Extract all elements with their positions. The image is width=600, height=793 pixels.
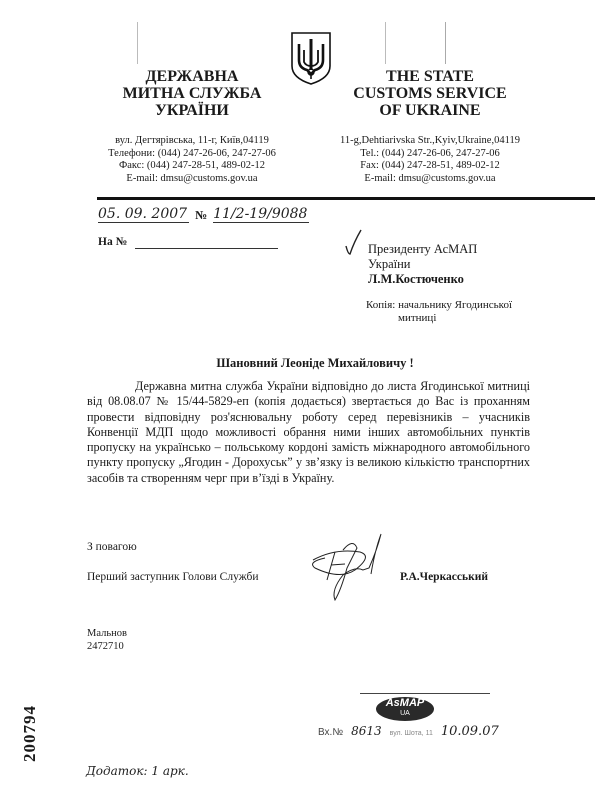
copy-to-line1: Копія: начальнику Ягодинської bbox=[366, 299, 513, 311]
letterhead-en bbox=[350, 68, 510, 119]
contacts-en bbox=[320, 135, 540, 185]
org-name-en-line3: OF UKRAINE bbox=[379, 102, 481, 119]
copy-to bbox=[366, 299, 512, 325]
outgoing-number: 11/2-19/9088 bbox=[213, 206, 308, 222]
org-name-ua-line2: МИТНА СЛУЖБА bbox=[122, 85, 262, 102]
letterhead-ua bbox=[112, 68, 272, 119]
phones-en: Tel.: (044) 247-26-06, 247-27-06 bbox=[360, 147, 500, 159]
email-en: E-mail: dmsu@customs.gov.ua bbox=[364, 172, 496, 184]
addressee-name: Л.М.Костюченко bbox=[368, 272, 464, 286]
incoming-date: 10.09.07 bbox=[440, 724, 499, 739]
executor-phone: 2472710 bbox=[87, 640, 124, 652]
signature-icon bbox=[305, 530, 385, 610]
addressee bbox=[368, 242, 477, 287]
fax-en: Fax: (044) 247-28-51, 489-02-12 bbox=[360, 160, 500, 171]
stamp-logo-text: AsMAP bbox=[385, 697, 425, 709]
signer-name: Р.А.Черкасський bbox=[400, 571, 488, 583]
scan-mark bbox=[137, 22, 138, 64]
number-sign: № bbox=[195, 208, 208, 222]
outgoing-date: 05. 09. 2007 bbox=[98, 206, 188, 222]
executor bbox=[87, 628, 127, 653]
address-ua: вул. Дегтярівська, 11-г, Київ,04119 bbox=[115, 135, 269, 146]
signer-position: Перший заступник Голови Служби bbox=[87, 571, 259, 583]
letterhead-divider bbox=[97, 197, 595, 200]
reply-to-label: На № bbox=[98, 236, 128, 248]
asmap-stamp-logo bbox=[376, 697, 434, 721]
address-en: 11-g,Dehtiarivska Str.,Kyiv,Ukraine,04119 bbox=[340, 135, 520, 146]
trident-coat-of-arms-icon bbox=[289, 30, 333, 86]
registration-row bbox=[98, 206, 309, 223]
attachment-note: Додаток: 1 арк. bbox=[86, 764, 189, 778]
addressee-line2: України bbox=[368, 257, 411, 271]
incoming-number: 8613 bbox=[351, 724, 382, 738]
org-name-en-line1: THE STATE bbox=[386, 68, 474, 85]
serial-number: 200794 bbox=[20, 705, 39, 762]
scan-mark bbox=[385, 22, 386, 64]
closing-regards: З повагою bbox=[87, 541, 137, 553]
salutation: Шановний Леоніде Михайловичу ! bbox=[216, 356, 414, 370]
body-paragraph: Державна митна служба України відповідно до листа Ягодинської митниці від 08.08.07 № 15/44-5829-еп (копія додається) звертається до Вас із проханням провести відповідну роз'яснювальну роботу серед перевізників – учасників Конвенції МДП щодо можливості обрання ними інших автомобільних пунктів пропуску на українсько – польському кордоні замість міжнародного автомобільного пункту пропуску „Ягодин - Дорохуськ” у зв’язку із великою кількістю транспортних засобів та створенням черг при в’їзді в Україну. bbox=[87, 379, 530, 485]
executor-name: Мальнов bbox=[87, 628, 127, 639]
checkmark-icon bbox=[344, 228, 362, 261]
stamp-address: вул. Шота, 11 bbox=[389, 730, 433, 737]
stamp-line bbox=[360, 693, 490, 694]
copy-to-line2: митниці bbox=[398, 312, 437, 324]
addressee-line1: Президенту АсМАП bbox=[368, 242, 478, 256]
incoming-stamp-row bbox=[318, 724, 499, 739]
letter-body bbox=[87, 379, 530, 486]
fax-ua: Факс: (044) 247-28-51, 489-02-12 bbox=[118, 160, 266, 171]
reply-to-line bbox=[135, 248, 278, 249]
org-name-en-line2: CUSTOMS SERVICE bbox=[353, 85, 507, 102]
phones-ua: Телефони: (044) 247-26-06, 247-27-06 bbox=[108, 147, 276, 159]
incoming-label: Вх.№ bbox=[318, 727, 344, 738]
contacts-ua bbox=[92, 135, 292, 185]
stamp-logo-sub: UA bbox=[400, 710, 410, 717]
scan-mark bbox=[445, 22, 446, 64]
email-ua: E-mail: dmsu@customs.gov.ua bbox=[126, 172, 258, 184]
org-name-ua-line1: ДЕРЖАВНА bbox=[145, 68, 239, 85]
org-name-ua-line3: УКРАЇНИ bbox=[155, 102, 229, 119]
